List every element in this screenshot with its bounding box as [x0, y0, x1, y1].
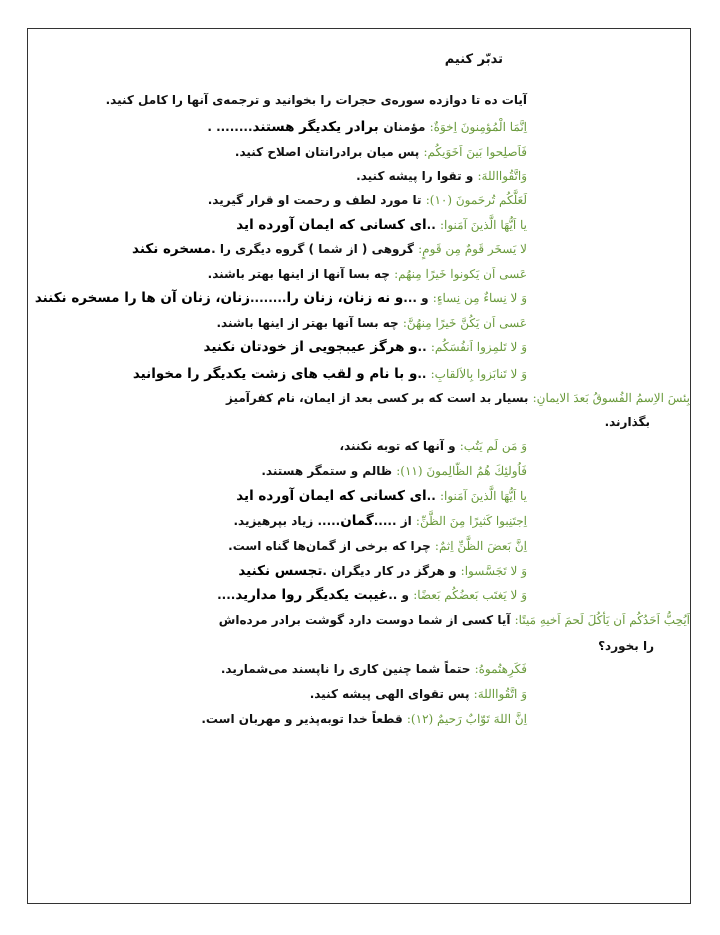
- arabic-verse: وَ لا یَغتَب بَعضُكُم بَعضًا:: [413, 588, 527, 602]
- verse-line-23: [201, 711, 527, 727]
- verse-line-12: [226, 390, 690, 406]
- translation-tail: ..... زیاد بپرهیزید.: [233, 514, 341, 528]
- translation: بگذارند.: [604, 415, 650, 429]
- arabic-verse: وَ لا تَنابَزوا بِالاَلقابِ:: [430, 367, 527, 381]
- verse-line-19: [217, 587, 527, 603]
- verse-line-22: [310, 686, 527, 702]
- arabic-verse: عَسی اَن یَكُنَّ خَیرًا مِنهُنَّ:: [402, 316, 527, 330]
- translation: بسیار بد است که بر کسی بعد از ایمان، نام کفرآمیز: [226, 391, 533, 405]
- translation: چه بسا آنها از اینها بهتر باشند.: [207, 267, 395, 281]
- arabic-verse: وَ مَن لَم یَتُب:: [459, 439, 527, 453]
- filled-answer-2: زنان، زنان آن ها را مسخره نکنند: [34, 290, 250, 306]
- translation: حتماً شما چنین کاری را ناپسند می‌شمارید.: [220, 662, 475, 676]
- translation: و تقوا را پیشه کنید.: [356, 169, 478, 183]
- verse-line-8: [35, 290, 527, 306]
- arabic-verse: اِنَّمَا الْمُؤمِنونَ اِخوَةٌ:: [429, 120, 527, 134]
- arabic-verse: اِنَّ اللهَ تَوّابٌ رَحیمٌ (١٢):: [406, 712, 527, 726]
- verse-line-4: [208, 192, 527, 208]
- filled-answer: و نه زنان، زنان را: [286, 290, 404, 306]
- page-title: تدبّر کنیم: [444, 52, 503, 67]
- translation: گروهی ( از شما ) گروه دیگری را .: [211, 242, 419, 256]
- translation: و هرگز در کار دیگران .: [322, 564, 461, 578]
- blank-dots: ........: [249, 291, 287, 305]
- arabic-verse: لا یَسخَر قَومٌ مِن قَومٍ:: [418, 242, 527, 256]
- verse-line-20-cont: [598, 638, 654, 654]
- verse-line-18: [238, 563, 527, 579]
- arabic-verse: وَاتَّقُوااللهَ:: [477, 169, 527, 183]
- translation: ..: [417, 367, 431, 381]
- translation: و ...: [403, 291, 433, 305]
- translation: و ..: [388, 588, 414, 602]
- translation: ظالم و ستمگر هستند.: [261, 464, 397, 478]
- arabic-verse: بِئسَ الاِسمُ الفُسوقُ بَعدَ الایمانِ:: [532, 391, 690, 405]
- arabic-verse: فَكَرِهتُموهُ:: [474, 662, 527, 676]
- arabic-verse: وَ لا تَجَسَّسوا:: [460, 564, 527, 578]
- filled-answer: غیبت یکدیگر روا مدارید: [235, 587, 389, 603]
- arabic-verse: یا اَیُّهَا الَّذینَ آمَنوا:: [439, 489, 527, 503]
- filled-answer: تجسس نکنید: [238, 563, 323, 579]
- translation: چه بسا آنها بهتر از اینها باشند.: [216, 316, 403, 330]
- verse-line-16: [233, 513, 527, 529]
- instruction-text: آیات ده تا دوازده سوره‌ی حجرات را بخوانید و ترجمه‌ی آنها را کامل کنید.: [105, 93, 527, 107]
- arabic-verse: اَیُحِبُّ اَحَدُكُم اَن یَأكُلَ لَحمَ اَخیهِ مَیتًا:: [514, 613, 690, 627]
- translation: آیا کسی از شما دوست دارد گوشت برادر مرده‌اش: [218, 613, 515, 627]
- translation: را بخورد؟: [598, 639, 654, 653]
- verse-line-21: [221, 661, 527, 677]
- filled-answer: ای کسانی که ایمان آورده اید: [236, 217, 427, 233]
- translation: پس میان برادرانتان اصلاح کنید.: [234, 145, 424, 159]
- arabic-verse: فَاَصلِحوا بَینَ اَخَوَیکُم:: [423, 145, 527, 159]
- filled-answer: ای کسانی که ایمان آورده اید: [236, 488, 427, 504]
- verse-line-5: [236, 217, 527, 233]
- translation: ..: [426, 489, 440, 503]
- verse-line-10: [204, 339, 527, 355]
- arabic-verse: یا اَیُّهَا الَّذینَ آمَنوا:: [439, 218, 527, 232]
- verse-line-12-cont: [605, 414, 650, 430]
- verse-line-13: [340, 438, 527, 454]
- blank-dots: ........ .: [207, 120, 253, 134]
- translation: از .....: [373, 514, 416, 528]
- translation: و آنها که توبه نکنند،: [339, 439, 460, 453]
- filled-answer: برادر یکدیگر هستند: [252, 119, 384, 135]
- blank-dots: ....: [217, 588, 236, 602]
- arabic-verse: وَ اتَّقُوااللهَ:: [473, 687, 527, 701]
- verse-line-20: [219, 612, 690, 628]
- filled-answer: و با نام و لقب های زشت یکدیگر را مخوانید: [132, 366, 418, 382]
- arabic-verse: لَعَلَّكُم تُرحَمونَ (١٠):: [425, 193, 527, 207]
- arabic-verse: اِنَّ بَعضَ الظَّنِّ اِثمٌ:: [434, 539, 527, 553]
- verse-line-3: [356, 168, 527, 184]
- arabic-verse: فَاُولئِكَ هُمُ الظّالِمونَ (١١):: [396, 464, 527, 478]
- filled-answer: گمان: [340, 513, 374, 529]
- verse-line-2: [235, 144, 527, 160]
- arabic-verse: عَسی اَن یَكونوا خَیرًا مِنهُم:: [394, 267, 527, 281]
- verse-line-6: [132, 241, 527, 257]
- verse-line-7: [208, 266, 527, 282]
- verse-line-15: [236, 488, 527, 504]
- arabic-verse: اِجتَنِبوا كَثیرًا مِنَ الظَّنِّ:: [415, 514, 527, 528]
- translation: تا مورد لطف و رحمت او قرار گیرید.: [207, 193, 426, 207]
- translation: قطعاً خدا توبه‌پذیر و مهربان است.: [201, 712, 407, 726]
- arabic-verse: وَ لا تَلمِزوا اَنفُسَكُم:: [430, 340, 527, 354]
- filled-answer: مسخره نکند: [132, 241, 212, 257]
- filled-answer: و هرگز عیبجویی از خودتان نکنید: [203, 339, 418, 355]
- verse-line-1: [207, 119, 527, 135]
- translation: پس تقوای الهی پیشه کنید.: [309, 687, 474, 701]
- arabic-verse: وَ لا نِساءٌ مِن نِساءٍ:: [432, 291, 527, 305]
- translation: چرا که برخی از گمان‌ها گناه است.: [228, 539, 435, 553]
- verse-line-17: [228, 538, 527, 554]
- verse-line-9: [216, 315, 527, 331]
- translation: مؤمنان: [383, 120, 430, 134]
- translation: ..: [426, 218, 440, 232]
- verse-line-14: [261, 463, 527, 479]
- translation: ..: [417, 340, 431, 354]
- verse-line-11: [133, 366, 527, 382]
